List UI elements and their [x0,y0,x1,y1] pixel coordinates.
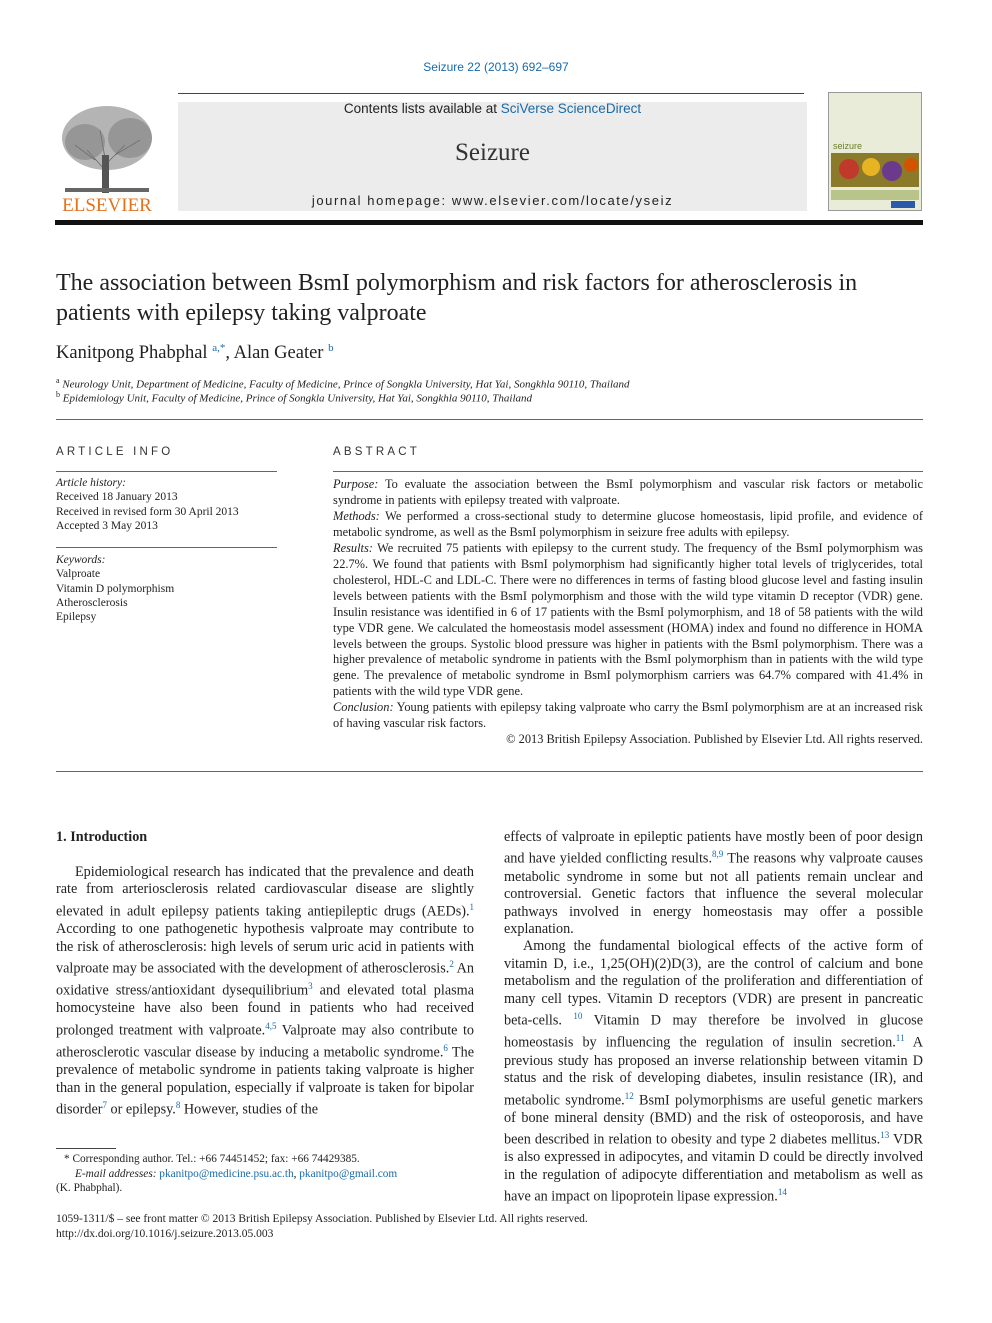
affiliation-a [56,376,630,391]
article-info-heading: ARTICLE INFO [56,446,174,458]
email-separator: , [293,1167,300,1180]
intro-paragraph-3 [504,938,923,1206]
footnote-author-name: (K. Phabphal). [56,1182,123,1194]
body-text: According to one pathogenetic hypothesis valproate may contribute to the risk of atherosclerosis: high levels of serum uric acid in patients with valproate may be associated with the development of atherosclerosis. [56,921,474,977]
body-text: An oxidative stress/antioxidant dysequilibrium [56,960,474,999]
affiliation-mark: a [56,376,60,385]
elsevier-tree-icon [55,100,159,214]
body-text: Vitamin D may therefore be involved in glucose homeostasis by influencing the regulation of insulin secretion. [504,1013,924,1052]
reference-citation[interactable]: 6 [443,1043,448,1054]
svg-text:seizure: seizure [833,141,863,151]
journal-homepage[interactable]: journal homepage: www.elsevier.com/locate/yseiz [311,193,674,208]
contents-line [178,101,807,116]
doi-link[interactable]: http://dx.doi.org/10.1016/j.seizure.2013.05.003 [56,1228,274,1240]
header-top-rule [178,93,804,94]
body-column-right [504,829,923,1206]
body-text: BsmI polymorphisms are useful genetic markers of bone mineral density (BMD) and the risk of osteoporosis, and have been described in relation to obesity and type 2 diabetes mellitus. [504,1092,923,1148]
body-text: However, studies of the [180,1101,319,1118]
abstract-body [333,477,923,748]
footnote-rule [56,1148,116,1149]
keywords [56,553,278,624]
keyword-item[interactable]: Vitamin D polymorphism [56,582,175,595]
affiliation-b [56,390,532,405]
author-list [56,342,334,364]
abstract-results [333,541,923,701]
methods-label: Methods: [333,508,380,523]
issn-line: 1059-1311/$ – see front matter © 2013 British Epilepsy Association. Published by Elsevier Ltd. All rights reserved. [56,1213,588,1225]
abstract-conclusion [333,700,923,732]
cover-thumbnail-icon [829,93,921,210]
corresponding-text: Corresponding author. Tel.: +66 74451452; fax: +66 74429385. [69,1153,360,1165]
journal-name: Seizure [455,139,530,166]
author-name[interactable]: Alan Geater [233,343,324,364]
affiliation-rule [56,419,923,420]
body-text: A previous study has proposed an inverse relationship between vitamin D status and the risk of developing diabetes, insulin resistance (IR), and metabolic syndrome. [504,1035,923,1109]
history-item: Received in revised form 30 April 2013 [56,505,239,518]
abstract-heading: ABSTRACT [333,446,420,458]
body-text: effects of valproate in epileptic patients have mostly been of poor design and have yielded conflicting results. [504,829,923,868]
keyword-item[interactable]: Valproate [56,568,101,581]
body-column-left [56,864,474,1119]
reference-citation[interactable]: 2 [449,959,454,969]
reference-citation[interactable]: 8,9 [712,849,724,860]
author-affiliation-mark[interactable]: b [328,342,334,354]
reference-citation[interactable]: 1 [469,901,474,912]
keywords-rule [56,547,277,548]
affiliation-text: Epidemiology Unit, Faculty of Medicine, Prince of Songkla University, Hat Yai, Songkhla 90110, Thailand [62,392,533,405]
conclusion-text: Young patients with epilepsy taking valproate who carry the BsmI polymorphism are at an increased risk of having vascular risk factors. [333,700,923,731]
email-label: E-mail addresses: [75,1167,160,1180]
keyword-item[interactable]: Epilepsy [56,611,97,624]
reference-citation[interactable]: 7 [102,1100,107,1111]
body-text: or epilepsy. [107,1101,176,1118]
purpose-text: To evaluate the association between the BsmI polymorphism and vascular risk factors or metabolic syndrome in patients with epilepsy treated with valproate. [333,477,923,507]
email-line [56,1167,476,1182]
body-text: The reasons why valproate causes metabolic syndrome in some but not all patients remain unclear and controversial. Genetic factors that influence the several molecular pathways involved in energy homeostasis may offer a possible explanation. [504,851,923,937]
methods-text: We performed a cross-sectional study to determine glucose homeostasis, lipid profile, and evidence of metabolic syndrome, as well as the BsmI polymorphism in seizure free adults with epilepsy. [333,508,923,539]
corresponding-footnote [56,1152,476,1196]
abstract-purpose [333,477,923,509]
sciencedirect-link[interactable]: SciVerse ScienceDirect [500,101,642,116]
body-text: Among the fundamental biological effects of the active form of vitamin D, i.e., 1,25(OH)(2)D(3), are the control of calcium and bone metabolism and the regulation of the proliferation and differentiation of many cell types. Vitamin D receptors (VDR) are present in pancreatic beta-cells. [504,938,923,1029]
reference-citation[interactable]: 4,5 [265,1020,277,1031]
results-label: Results: [333,540,373,555]
reference-citation[interactable]: 14 [777,1187,787,1198]
author-affiliation-mark[interactable]: a,* [212,342,226,354]
abstract-copyright: © 2013 British Epilepsy Association. Published by Elsevier Ltd. All rights reserved. [506,732,923,747]
reference-citation[interactable]: 12 [624,1090,634,1101]
reference-citation[interactable]: 8 [175,1100,181,1111]
author-name[interactable]: Kanitpong Phabphal [56,343,208,364]
affiliation-mark: b [56,390,60,399]
contents-prefix: Contents lists available at [343,101,501,116]
body-text: The prevalence of metabolic syndrome in patients taking valproate is higher than in the general population, especially if valproate is taken for bipolar disorder [56,1044,474,1118]
body-text: Epidemiological research has indicated that the prevalence and death rate from arteriosclerosis related cardiovascular disease are slightly elevated in adult epilepsy patients taking antiepileptic drugs (AEDs). [56,864,474,920]
corresponding-line [56,1152,476,1167]
keyword-item[interactable]: Atherosclerosis [56,596,128,609]
author-separator: , [225,343,234,364]
abstract-methods [333,509,923,541]
reference-citation[interactable]: 3 [308,981,313,992]
header-thick-rule [55,220,923,225]
reference-citation[interactable]: 11 [895,1033,905,1044]
keywords-label: Keywords: [56,554,106,566]
body-text: and elevated total plasma homocysteine have also been found in patients who had received prolonged treatment with valproate. [56,982,474,1039]
email-link[interactable]: pkanitpo@gmail.com [299,1167,398,1180]
body-text: Valproate may also contribute to atherosclerotic vascular disease by inducing a metabolic syndrome. [56,1022,475,1061]
results-text: We recruited 75 patients with epilepsy to the current study. The frequency of the BsmI polymorphism was 22.7%. We found that patients with BsmI polymorphism had significantly higher total levels of triglycerides, total cholesterol, HDL-C and LDL-C. There were no differences in terms of fasting blood glucose level and fasting insulin levels between patients with the BsmI polymorphism and those with the wild type vitamin D receptor (VDR) gene. Insulin resistance was identified in 6 of 17 patients with the BsmI polymorphism, and 18 of 58 patients with the wild type VDR gene. We calculated the homeostasis model assessment (HOMA) index and found no difference in HOMA levels between the groups. Systolic blood pressure was higher in patients with the BsmI polymorphism. There was a higher prevalence of metabolic syndrome in patients with the BsmI polymorphism than in patients with the wild type gene. The prevalence of metabolic syndrome in BsmI polymorphism carriers was 64.7% compared with 41.4% in patients with the wild type VDR gene. [333,540,923,699]
journal-citation[interactable]: Seizure 22 (2013) 692–697 [423,60,569,74]
reference-citation[interactable]: 13 [880,1130,890,1141]
history-item: Accepted 3 May 2013 [56,519,158,532]
conclusion-label: Conclusion: [333,700,394,715]
section-heading-introduction: 1. Introduction [56,829,148,845]
svg-text:ELSEVIER: ELSEVIER [62,195,152,214]
history-item: Received 18 January 2013 [56,491,178,504]
journal-cover-image[interactable] [828,92,922,211]
history-label: Article history: [56,477,126,489]
footnote-mark: * [64,1153,70,1165]
article-title: The association between BsmI polymorphism and risk factors for atherosclerosis in patients with epilepsy taking valproate [56,270,858,326]
purpose-label: Purpose: [333,477,379,491]
article-history [56,476,278,533]
body-text: VDR is also expressed in adipocytes, and vitamin D could be directly involved in the regulation of adipocyte differentiation and metabolism as well as have an impact on lipoprotein lipase expression. [504,1131,923,1206]
intro-paragraph-2 [504,829,923,938]
reference-citation[interactable]: 10 [573,1011,583,1022]
elsevier-logo[interactable] [55,100,159,214]
abstract-rule [333,471,923,472]
email-link[interactable]: pkanitpo@medicine.psu.ac.th [159,1167,294,1180]
intro-paragraph-1 [56,864,474,1119]
affiliation-text: Neurology Unit, Department of Medicine, Faculty of Medicine, Prince of Songkla University, Hat Yai, Songkhla 90110, Thailand [62,378,630,391]
article-info-rule [56,471,277,472]
abstract-bottom-rule [56,771,923,772]
